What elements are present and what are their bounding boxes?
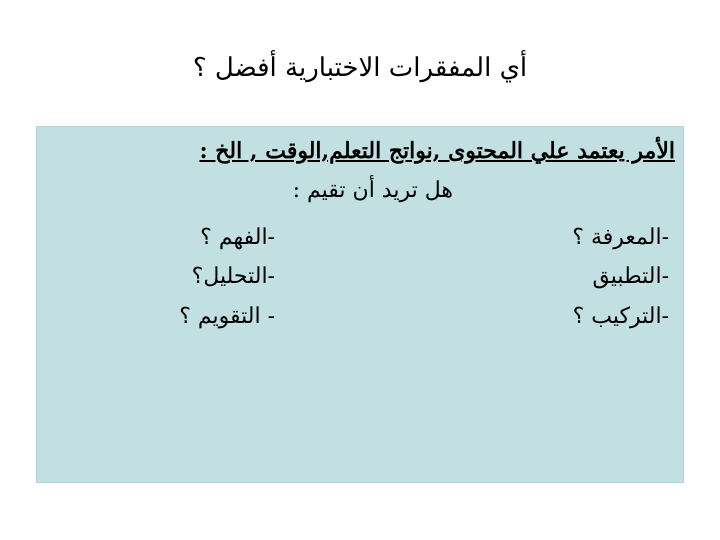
- slide-title: أي المفقرات الاختبارية أفضل ؟: [192, 53, 528, 83]
- level-application: -التطبيق: [592, 264, 669, 289]
- intro-text: الأمر يعتمد علي المحتوى ,نواتج التعلم,الوقت , الخ :: [199, 138, 675, 164]
- level-synthesis: -التركيب ؟: [572, 304, 669, 329]
- content-box: [36, 126, 684, 483]
- level-knowledge: -المعرفة ؟: [572, 225, 669, 250]
- level-analysis: -التحليل؟: [191, 264, 275, 289]
- question-text: هل تريد أن تقيم :: [292, 178, 453, 203]
- level-evaluation: - التقويم ؟: [179, 304, 275, 329]
- level-comprehension: -الفهم ؟: [200, 225, 275, 250]
